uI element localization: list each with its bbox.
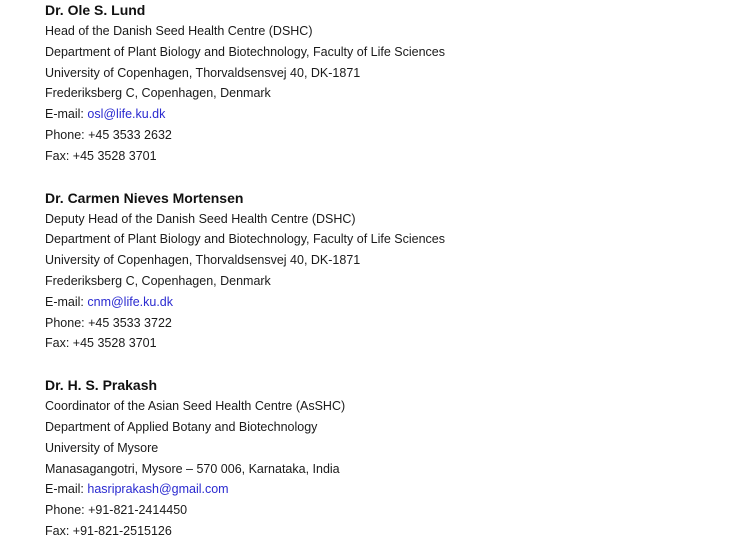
contact-card bbox=[45, 188, 725, 355]
contact-email-row bbox=[45, 292, 725, 313]
contact-name: Dr. Ole S. Lund bbox=[45, 2, 146, 18]
contact-card bbox=[45, 375, 725, 542]
contact-fax: Fax: +45 3528 3701 bbox=[45, 336, 157, 351]
contact-list bbox=[45, 0, 725, 542]
contact-address-line: University of Copenhagen, Thorvaldsensvej 40, DK-1871 bbox=[45, 253, 361, 268]
contact-phone: Phone: +45 3533 2632 bbox=[45, 127, 172, 142]
contact-phone: Phone: +91-821-2414450 bbox=[45, 503, 188, 518]
contact-name: Dr. Carmen Nieves Mortensen bbox=[45, 189, 244, 206]
contact-title: Coordinator of the Asian Seed Health Centre (AsSHC) bbox=[45, 399, 346, 414]
section-spacer bbox=[45, 354, 725, 375]
contact-email-row bbox=[45, 104, 725, 125]
contact-email-row bbox=[45, 479, 725, 500]
contact-card bbox=[45, 0, 725, 167]
contact-department: Department of Plant Biology and Biotechnology, Faculty of Life Sciences bbox=[45, 232, 445, 247]
email-label: E-mail: bbox=[45, 294, 88, 309]
section-spacer bbox=[45, 167, 725, 188]
contact-department: Department of Applied Botany and Biotechnology bbox=[45, 419, 318, 434]
contact-address-line: Frederiksberg C, Copenhagen, Denmark bbox=[45, 86, 271, 101]
contact-fax: Fax: +91-821-2515126 bbox=[45, 523, 172, 538]
contact-address-line: Frederiksberg C, Copenhagen, Denmark bbox=[45, 273, 271, 288]
contact-title: Head of the Danish Seed Health Centre (DSHC) bbox=[45, 24, 313, 38]
contact-department: Department of Plant Biology and Biotechnology, Faculty of Life Sciences bbox=[45, 44, 445, 59]
email-label: E-mail: bbox=[45, 482, 88, 497]
contact-title: Deputy Head of the Danish Seed Health Centre (DSHC) bbox=[45, 211, 356, 226]
contact-fax: Fax: +45 3528 3701 bbox=[45, 148, 157, 163]
contact-address-line: University of Copenhagen, Thorvaldsensvej 40, DK-1871 bbox=[45, 65, 361, 80]
contact-name: Dr. H. S. Prakash bbox=[45, 377, 158, 394]
contact-address-line: Manasagangotri, Mysore – 570 006, Karnataka, India bbox=[45, 461, 340, 476]
contact-address-line: University of Mysore bbox=[45, 440, 159, 455]
contact-phone: Phone: +45 3533 3722 bbox=[45, 315, 172, 330]
email-link[interactable]: hasriprakash@gmail.com bbox=[87, 482, 229, 497]
email-link[interactable]: osl@life.ku.dk bbox=[87, 107, 166, 122]
email-link[interactable]: cnm@life.ku.dk bbox=[87, 294, 174, 309]
email-label: E-mail: bbox=[45, 107, 88, 122]
